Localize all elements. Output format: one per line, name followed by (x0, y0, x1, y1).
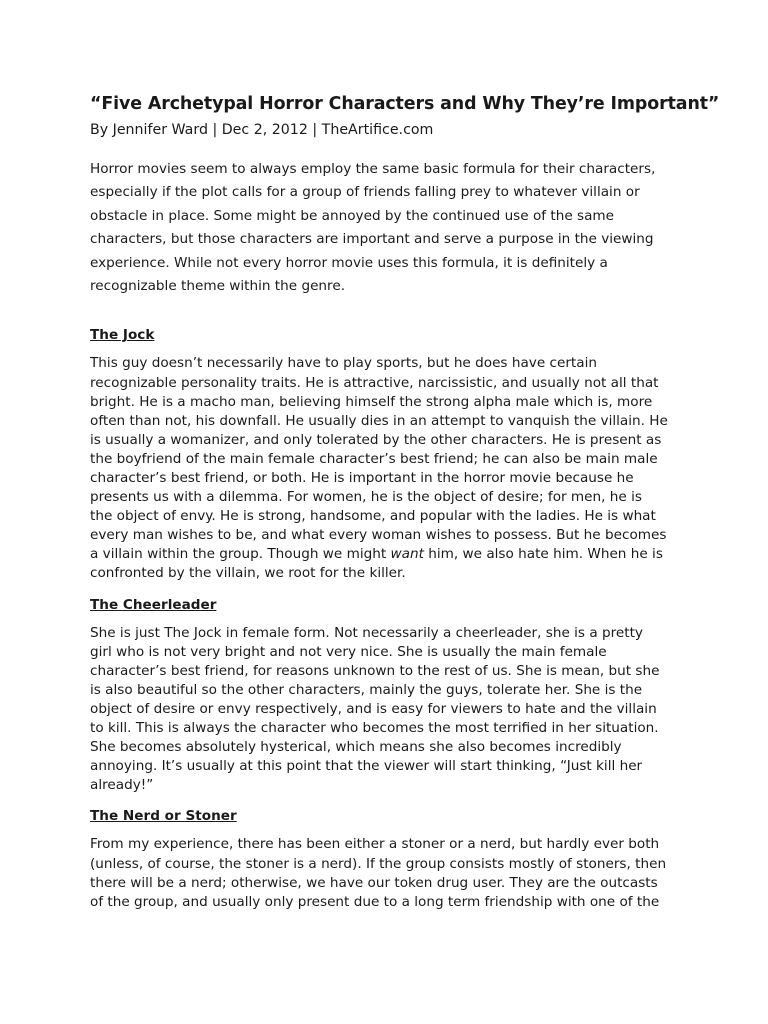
document-page (90, 92, 720, 912)
paragraph-line: She becomes absolutely hysterical, which means she also becomes incredibly (90, 739, 622, 756)
paragraph-line: often than not, his downfall. He usually dies in an attempt to vanquish the villain. He (90, 412, 668, 429)
paragraph-line: character’s best friend, or both. He is important in the horror movie because he (90, 470, 634, 486)
paragraph-line: of the group, and usually only present due to a long term friendship with one of the (90, 893, 660, 910)
paragraph-line: to kill. This is always the character who becomes the most terrified in her situation. (90, 720, 659, 737)
section-paragraph-jock (90, 354, 690, 583)
paragraph-line: (unless, of course, the stoner is a nerd). If the group consists mostly of stoners, then (90, 855, 667, 872)
paragraph-line: presents us with a dilemma. For women, he is the object of desire; for men, he is (90, 489, 642, 506)
paragraph-line: is also beautiful so the other characters, mainly the guys, tolerate her. She is the (90, 681, 643, 698)
line-end: him, we also hate him. When he is (423, 546, 663, 563)
paragraph-line: annoying. It’s usually at this point that the viewer will start thinking, “Just kill her (90, 758, 643, 775)
intro-line: especially if the plot calls for a group of friends falling prey to whatever villain or (90, 184, 640, 201)
intro-line: recognizable theme within the genre. (90, 278, 346, 295)
line-start: a villain within the group. Though we might (90, 546, 391, 563)
section-paragraph-cheerleader (90, 624, 690, 796)
section-paragraph-nerd (90, 835, 690, 911)
paragraph-line: This guy doesn’t necessarily have to play sports, but he does have certain (90, 355, 597, 372)
article-byline: By Jennifer Ward | Dec 2, 2012 | TheArtifice.com (90, 122, 434, 138)
paragraph-line: the boyfriend of the main female character’s best friend; he can also be main male (90, 450, 658, 467)
paragraph-line: bright. He is a macho man, believing himself the strong alpha male which is, more (90, 393, 653, 410)
intro-line: obstacle in place. Some might be annoyed by the continued use of the same (90, 207, 615, 224)
paragraph-line: character’s best friend, for reasons unknown to the rest of us. She is mean, but she (90, 662, 660, 679)
paragraph-line-mixed (90, 545, 690, 564)
paragraph-line: every man wishes to be, and what every woman wishes to possess. But he becomes (90, 527, 667, 544)
paragraph-line: She is just The Jock in female form. Not necessarily a cheerleader, she is a pretty (90, 624, 643, 641)
paragraph-line: is usually a womanizer, and only tolerated by the other characters. He is present as (90, 431, 662, 448)
intro-line: experience. While not every horror movie uses this formula, it is definitely a (90, 254, 608, 271)
paragraph-line: girl who is not very bright and not very nice. She is usually the main female (90, 643, 607, 660)
paragraph-line: recognizable personality traits. He is attractive, narcissistic, and usually not all that (90, 374, 659, 391)
paragraph-line: confronted by the villain, we root for the killer. (90, 565, 406, 582)
paragraph-line: there will be a nerd; otherwise, we have our token drug user. They are the outcasts (90, 874, 658, 891)
paragraph-line: From my experience, there has been either a stoner or a nerd, but hardly ever both (90, 836, 660, 853)
intro-line: characters, but those characters are important and serve a purpose in the viewing (90, 231, 654, 248)
intro-line: Horror movies seem to always employ the same basic formula for their characters, (90, 161, 656, 177)
section-heading-jock: The Jock (90, 327, 155, 344)
article-title: “Five Archetypal Horror Characters and Why They’re Important” (90, 94, 720, 114)
section-heading-cheerleader: The Cheerleader (90, 596, 217, 613)
paragraph-line: the object of envy. He is strong, handsome, and popular with the ladies. He is what (90, 508, 656, 525)
intro-paragraph (90, 158, 690, 298)
paragraph-line: already!” (90, 777, 154, 794)
emphasis-word: want (390, 546, 424, 563)
section-heading-nerd: The Nerd or Stoner (90, 808, 237, 825)
paragraph-line: object of desire or envy respectively, and is easy for viewers to hate and the villain (90, 700, 657, 717)
